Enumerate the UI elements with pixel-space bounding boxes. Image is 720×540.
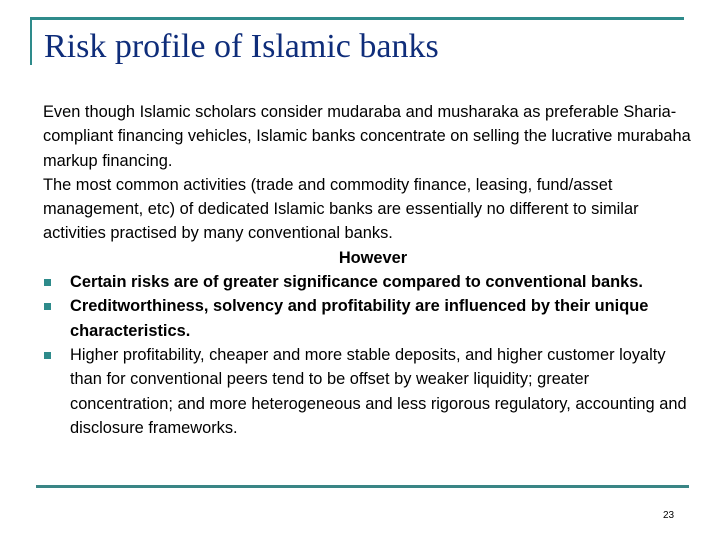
bullet-item (43, 270, 691, 294)
square-bullet-icon (44, 279, 51, 286)
square-bullet-icon (44, 352, 51, 359)
bullet-item (43, 294, 691, 343)
slide-title: Risk profile of Islamic banks (44, 28, 439, 65)
however-heading: However (338, 248, 408, 267)
paragraph-murabaha: Even though Islamic scholars consider mudaraba and musharaka as preferable Sharia-compliant financing vehicles, Islamic banks concentrate on selling the lucrative murabaha markup financing. (43, 103, 691, 170)
footer-rule (36, 485, 689, 488)
title-top-rule (30, 17, 684, 20)
bullet-text: Creditworthiness, solvency and profitability are influenced by their unique characteristics. (70, 297, 649, 340)
bullet-item (43, 343, 691, 440)
slide-body (43, 100, 691, 440)
paragraph-activities: The most common activities (trade and commodity finance, leasing, fund/asset management, etc) of dedicated Islamic banks are essentially no different to similar activities practised by many conventional banks. (43, 175, 639, 243)
square-bullet-icon (44, 303, 51, 310)
bullet-text: Higher profitability, cheaper and more stable deposits, and higher customer loyalty than for conventional peers tend to be offset by weaker liquidity; greater concentration; and more heterogeneous and less rigorous regulatory, accounting and disclosure frameworks. (70, 345, 687, 437)
page-number: 23 (663, 510, 675, 521)
title-left-rule (30, 17, 32, 65)
bullet-list (43, 270, 691, 440)
bullet-text: Certain risks are of greater significance compared to conventional banks. (70, 273, 643, 292)
